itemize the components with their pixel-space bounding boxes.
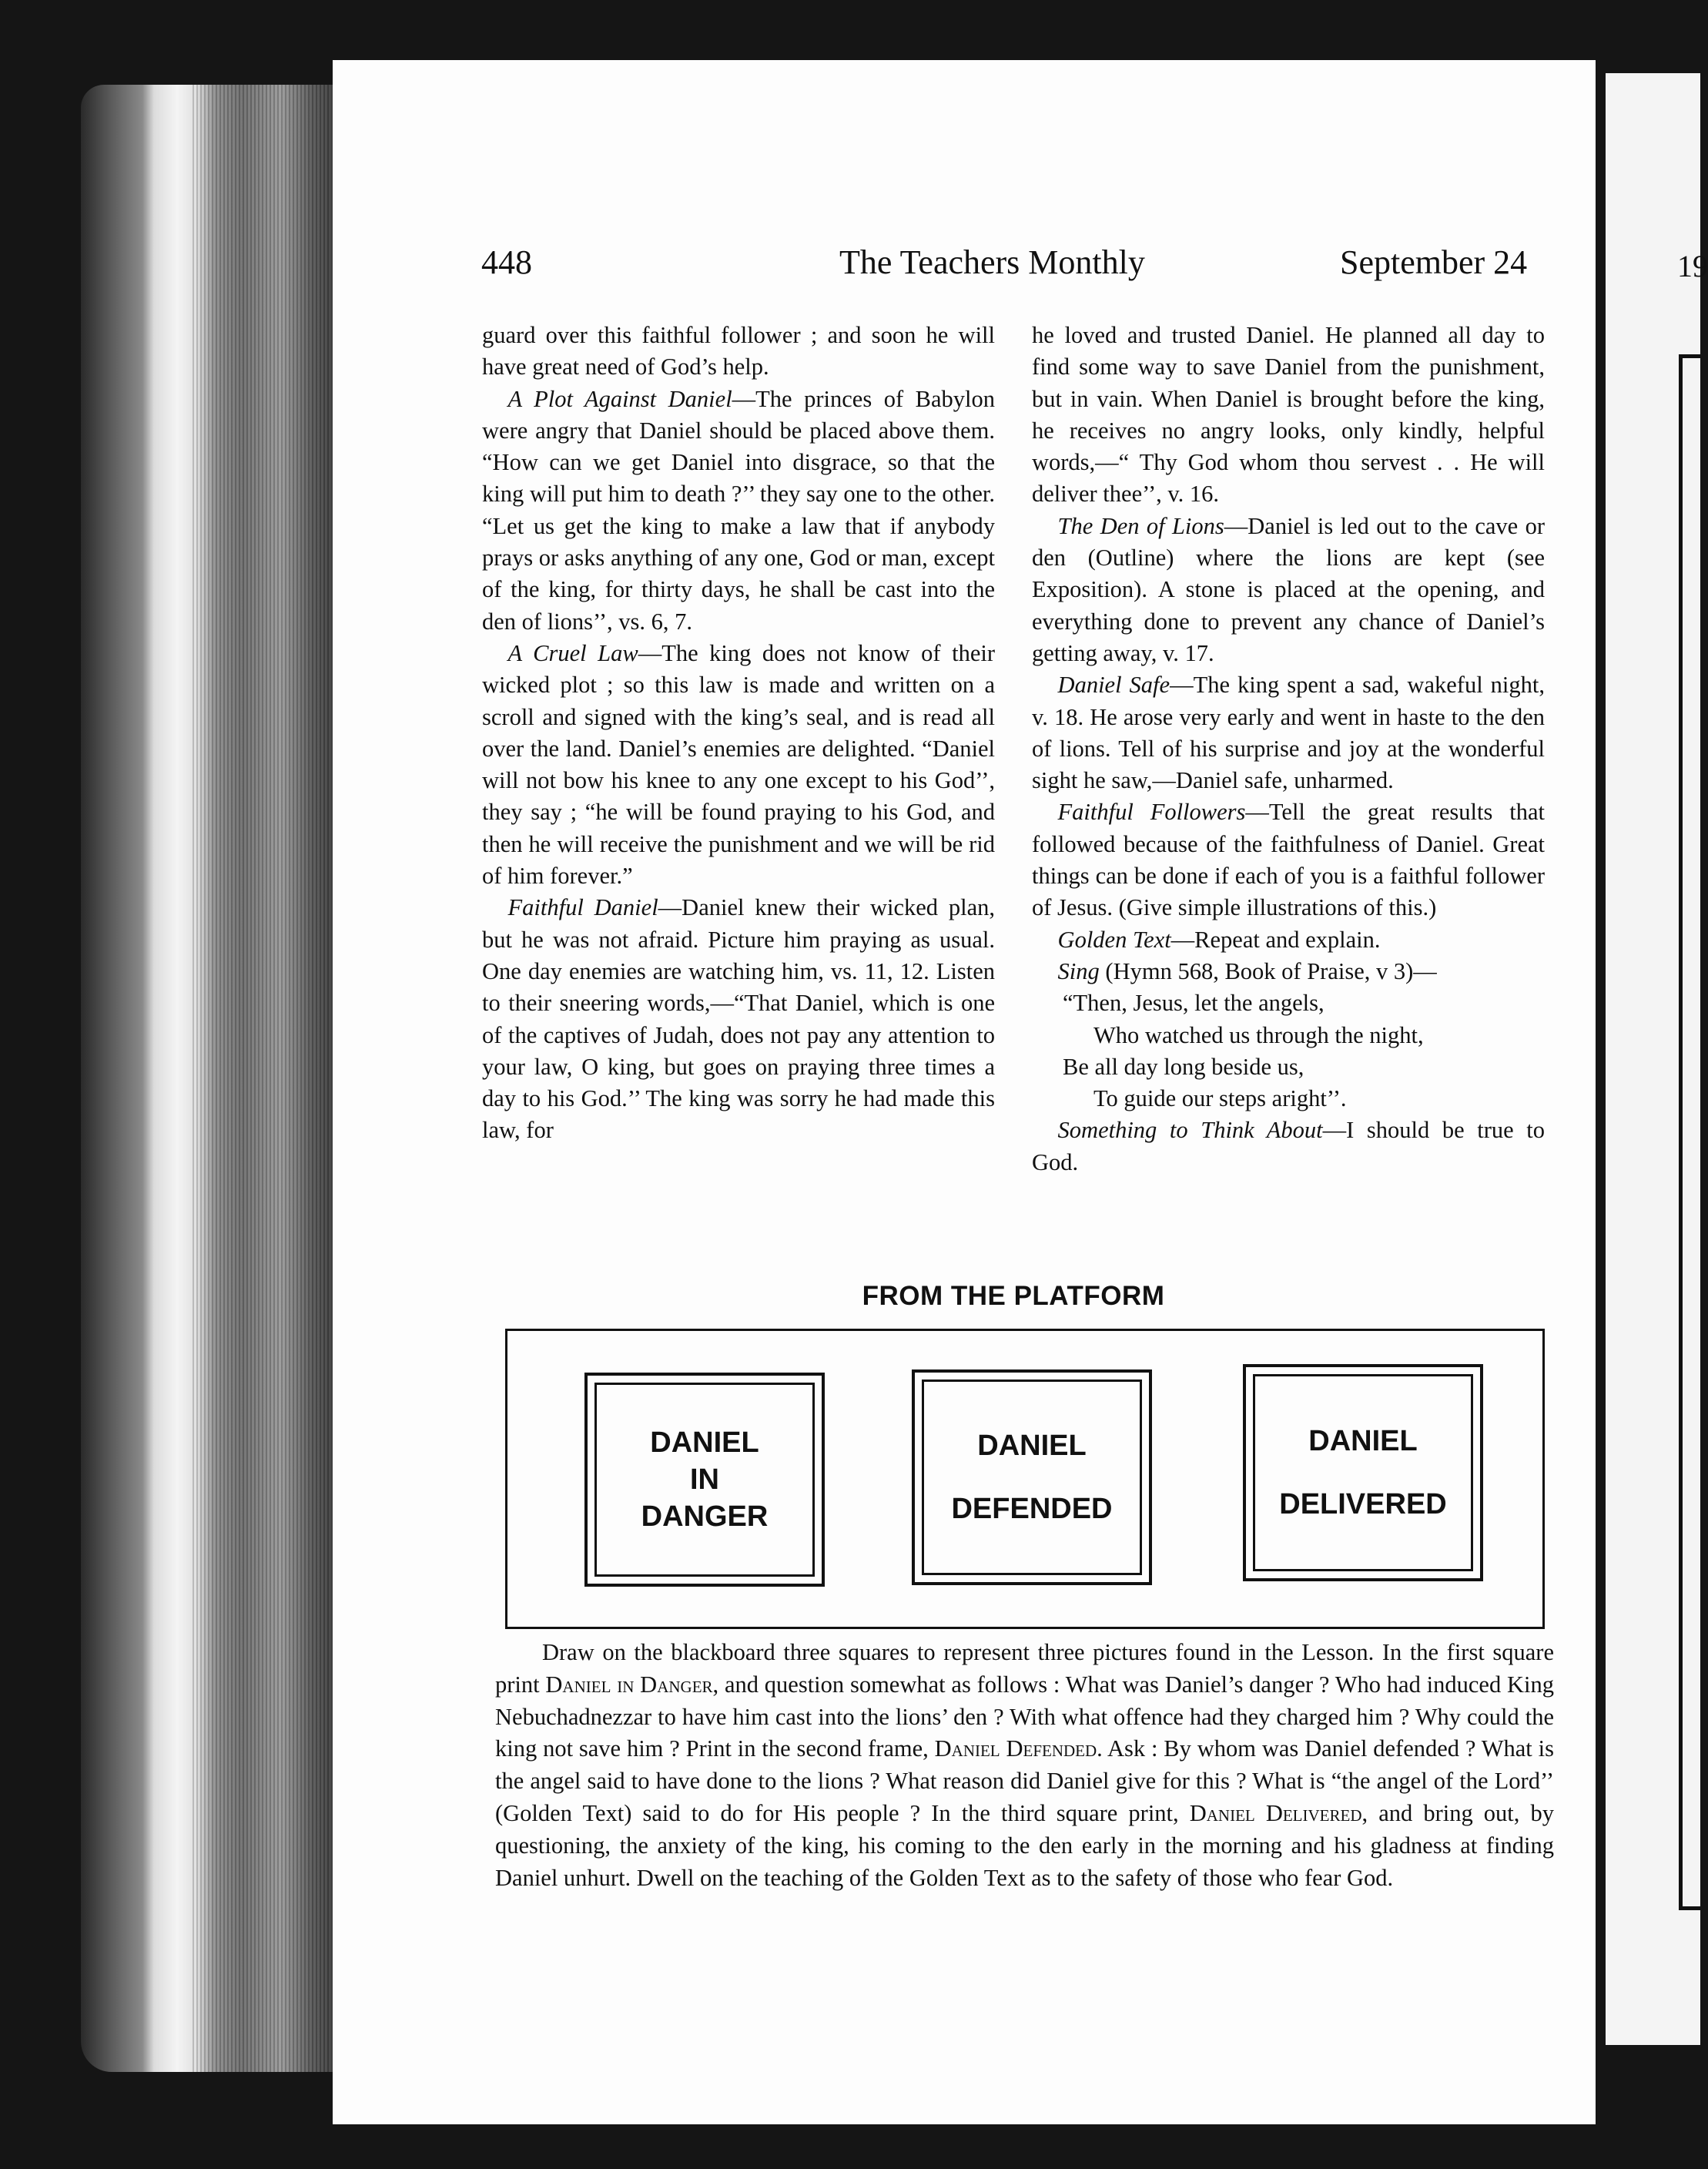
blackboard-diagram — [505, 1329, 1545, 1629]
column-paragraph — [1032, 796, 1545, 924]
paragraph-text: he loved and trusted Daniel. He planned all day to find some way to save Daniel from the punishment, but in vain. When Daniel is brought before the king, he receives no angry looks, only kindly, helpful words,—“ Thy God whom thou servest . . He will deliver thee’’, v. 16. — [1032, 322, 1545, 508]
right-column — [1032, 320, 1545, 1178]
instructions-text: , and bring out, by questioning, the anxiety of the king, his coming to the den early in the morning and his gladness at finding Daniel unhurt. Dwell on the teaching of the Golden Text as to the safety of those who fear God. — [495, 1799, 1554, 1891]
square-defended — [912, 1369, 1152, 1585]
paragraph-text: —The princes of Babylon were angry that Daniel should be placed above them. “How can we get Daniel into disgrace, so that the king will put him to death ?’’ they say one to the other. “Let us get the king to make a law that if anybody prays or asks anything of any one, God or man, except of the king, for thirty days, he shall be cast into the den of lions’’, vs. 6, 7. — [482, 385, 995, 635]
paragraph-text: —The king does not know of their wicked plot ; so this law is made and written on a scroll and signed with the king’s seal, and is read all over the land. Daniel’s enemies are delighted. “Daniel will not bow his knee to any one except to his God’’, they say ; “he will be found praying to his God, and then he will receive the punishment and we will be rid of him forever.” — [482, 639, 995, 890]
paragraph-heading: Sing — [1057, 957, 1100, 984]
paragraph-text: —Daniel is led out to the cave or den (Outline) where the lions are kept (see Exposition). A stone is placed at the opening, and everything done to prevent any chance of Daniel’s getting away, v. 17. — [1032, 512, 1545, 666]
small-caps-phrase: Daniel Delivered — [1189, 1799, 1362, 1826]
hymn-verse-line: Be all day long beside us, — [1063, 1053, 1304, 1080]
facing-page-number: 19 — [1677, 249, 1708, 283]
column-paragraph — [1032, 956, 1545, 987]
running-date: September 24 — [1340, 243, 1528, 281]
column-paragraph — [482, 384, 995, 638]
column-paragraph — [1032, 1115, 1545, 1178]
hymn-verse-line: To guide our steps aright’’. — [1093, 1085, 1347, 1112]
paragraph-text: —Tell the great results that followed because of the faithfulness of Daniel. Great things can be done if each of you is a faithful follower of Jesus. (Give simple illustrations of this.) — [1032, 799, 1545, 921]
square-line: DANIEL — [977, 1430, 1087, 1462]
small-caps-phrase: Daniel Defended — [934, 1735, 1097, 1762]
paragraph-heading: The Den of Lions — [1057, 512, 1224, 539]
hymn-verse-line: Who watched us through the night, — [1093, 1021, 1424, 1048]
paragraph-text: —Daniel knew their wicked plan, but he was not afraid. Picture him praying as usual. One day enemies are watching him, vs. 11, 12. Listen to their sneering words,—“That Daniel, which is one of the captives of Judah, does not pay any attention to your law, O king, but goes on praying three times a day to his God.’’ The king was sorry he had made this law, for — [482, 894, 995, 1144]
square-danger-inner — [594, 1383, 815, 1577]
square-delivered-inner — [1253, 1374, 1473, 1571]
square-line: DANIEL — [1308, 1425, 1418, 1457]
column-paragraph — [1032, 511, 1545, 669]
paragraph-heading: Faithful Followers — [1057, 799, 1246, 826]
page-edge-texture — [193, 85, 331, 2072]
square-defended-inner — [922, 1380, 1142, 1575]
paragraph-text: —I should be true to God. — [1032, 1117, 1545, 1175]
square-line: DANGER — [641, 1500, 769, 1533]
column-paragraph — [1032, 669, 1545, 796]
paragraph-heading: Faithful Daniel — [507, 894, 658, 921]
column-paragraph — [1032, 320, 1545, 511]
column-paragraph — [482, 638, 995, 892]
paragraph-heading: A Cruel Law — [507, 639, 638, 666]
facing-page-border — [1679, 354, 1700, 1910]
small-caps-phrase: Daniel in Danger — [545, 1671, 713, 1698]
platform-heading: FROM THE PLATFORM — [862, 1281, 1165, 1311]
paragraph-text: guard over this faithful follower ; and soon he will have great need of God’s help. — [482, 322, 995, 380]
paragraph-heading: Daniel Safe — [1057, 672, 1170, 699]
column-paragraph — [1032, 924, 1545, 956]
paragraph-text: —Repeat and explain. — [1170, 926, 1381, 953]
paragraph-text: —The king spent a sad, wakeful night, v. 18. He arose very early and went in haste to the den of lions. Tell of his surprise and joy at the wonderful sight he saw,—Daniel safe, unharmed. — [1032, 672, 1545, 794]
square-line: IN — [690, 1463, 719, 1496]
paragraph-heading: Something to Think About — [1057, 1117, 1323, 1144]
hymn-verse-line: “Then, Jesus, let the angels, — [1063, 990, 1325, 1017]
square-line: DANIEL — [650, 1426, 759, 1459]
page-number: 448 — [481, 243, 532, 281]
instructions-text: , and question somewhat as follows : What was Daniel’s danger ? Who had induced King Nebuchadnezzar to have him cast into the lions’ den ? With what offence had they charged him ? Why could the king not save him ? Print in the second frame, — [495, 1671, 1554, 1762]
blackboard-instructions — [495, 1637, 1554, 1894]
column-paragraph — [482, 320, 995, 384]
paragraph-heading: Golden Text — [1057, 926, 1171, 953]
square-danger — [584, 1373, 825, 1587]
instructions-text: Draw on the blackboard three squares to represent three pictures found in the Lesson. In the first square print — [495, 1639, 1554, 1698]
instructions-paragraph — [495, 1637, 1554, 1894]
paragraph-heading: A Plot Against Daniel — [507, 385, 732, 412]
square-line: DELIVERED — [1279, 1488, 1447, 1520]
instructions-text: . Ask : By whom was Daniel defended ? What is the angel said to have done to the lions ? What reason did Daniel give for this ? What is “the angel of the Lord’’ (Golden Text) said to do for His people ? In the third square print, — [495, 1735, 1554, 1826]
square-line: DEFENDED — [951, 1493, 1113, 1525]
left-column — [482, 320, 995, 1147]
paragraph-text: (Hymn 568, Book of Praise, v 3)— — [1099, 957, 1437, 984]
square-delivered — [1243, 1364, 1483, 1581]
column-paragraph — [482, 892, 995, 1146]
journal-title: The Teachers Monthly — [839, 243, 1145, 281]
